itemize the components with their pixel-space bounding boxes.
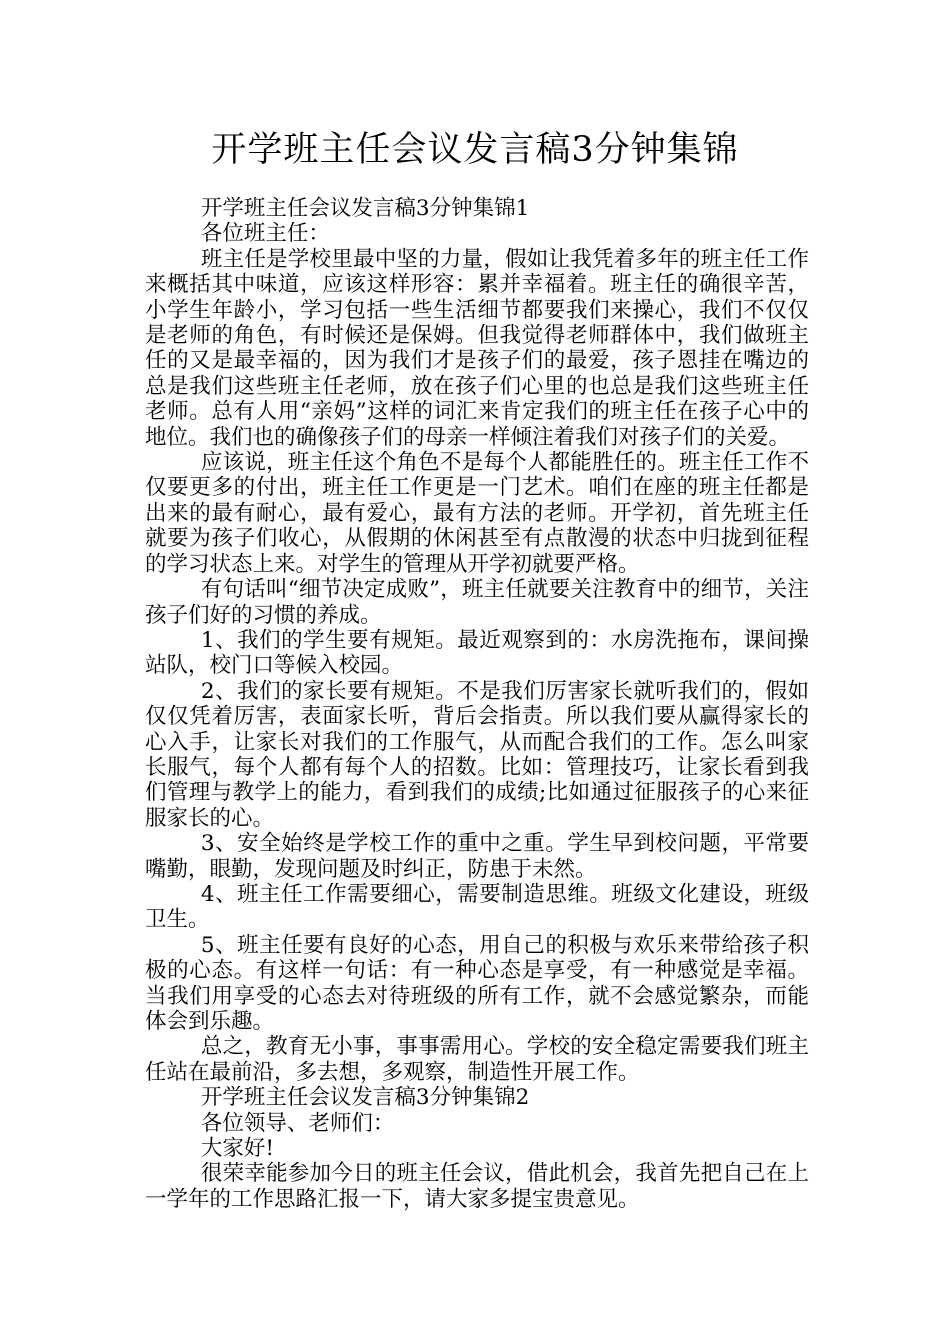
paragraph: 应该说，班主任这个角色不是每个人都能胜任的。班主任工作不仅要更多的付出，班主任工作更是一门艺术。咱们在座的班主任都是出来的最有耐心，最有爱心，最有方法的老师。开学初，首先班主任就要为孩子们收心，从假期的休闲甚至有点散漫的状态中归拢到征程的学习状态上来。对学生的管理从开学初就要严格。 xyxy=(145,450,809,577)
greeting: 大家好! xyxy=(200,1136,275,1162)
section-heading: 开学班主任会议发言稿3分钟集锦1 xyxy=(200,196,530,221)
section-heading: 开学班主任会议发言稿3分钟集锦2 xyxy=(200,1085,530,1111)
paragraph: 很荣幸能参加今日的班主任会议，借此机会，我首先把自己在上一学年的工作思路汇报一下，请大家多提宝贵意见。 xyxy=(145,1161,809,1212)
paragraph: 有句话叫“细节决定成败”，班主任就要关注教育中的细节，关注孩子们好的习惯的养成。 xyxy=(145,577,809,628)
salutation: 各位班主任： xyxy=(200,221,330,247)
list-item: 5、班主任要有良好的心态，用自己的积极与欢乐来带给孩子积极的心态。有这样一句话：有一种心态是享受，有一种感觉是幸福。当我们用享受的心态去对待班级的所有工作，就不会感觉繁杂，而能体会到乐趣。 xyxy=(145,932,809,1034)
paragraph: 总之，教育无小事，事事需用心。学校的安全稳定需要我们班主任站在最前沿，多去想，多观察，制造性开展工作。 xyxy=(145,1034,809,1085)
paragraph: 班主任是学校里最中坚的力量，假如让我凭着多年的班主任工作来概括其中味道，应该这样形容：累并幸福着。班主任的确很辛苦，小学生年龄小，学习包括一些生活细节都要我们来操心，我们不仅仅是老师的角色，有时候还是保姆。但我觉得老师群体中，我们做班主任的又是最幸福的，因为我们才是孩子们的最爱，孩子恩挂在嘴边的总是我们这些班主任老师，放在孩子们心里的也总是我们这些班主任老师。总有人用“亲妈”这样的词汇来肯定我们的班主任在孩子心中的地位。我们也的确像孩子们的母亲一样倾注着我们对孩子们的关爱。 xyxy=(145,246,809,450)
document-title: 开学班主任会议发言稿3分钟集锦 xyxy=(211,130,739,170)
document-body xyxy=(145,196,809,1212)
list-item: 3、安全始终是学校工作的重中之重。学生早到校问题，平常要嘴勤，眼勤，发现问题及时纠正，防患于未然。 xyxy=(145,831,809,882)
list-item: 2、我们的家长要有规矩。不是我们厉害家长就听我们的，假如仅仅凭着厉害，表面家长听，背后会指责。所以我们要从赢得家长的心入手，让家长对我们的工作服气，从而配合我们的工作。怎么叫家长服气，每个人都有每个人的招数。比如：管理技巧，让家长看到我们管理与教学上的能力，看到我们的成绩;比如通过征服孩子的心来征服家长的心。 xyxy=(145,678,809,831)
list-item: 4、班主任工作需要细心，需要制造思维。班级文化建设，班级卫生。 xyxy=(145,881,809,933)
salutation: 各位领导、老师们： xyxy=(200,1110,395,1136)
list-item: 1、我们的学生要有规矩。最近观察到的：水房洗拖布，课间操站队，校门口等候入校园。 xyxy=(145,627,809,679)
